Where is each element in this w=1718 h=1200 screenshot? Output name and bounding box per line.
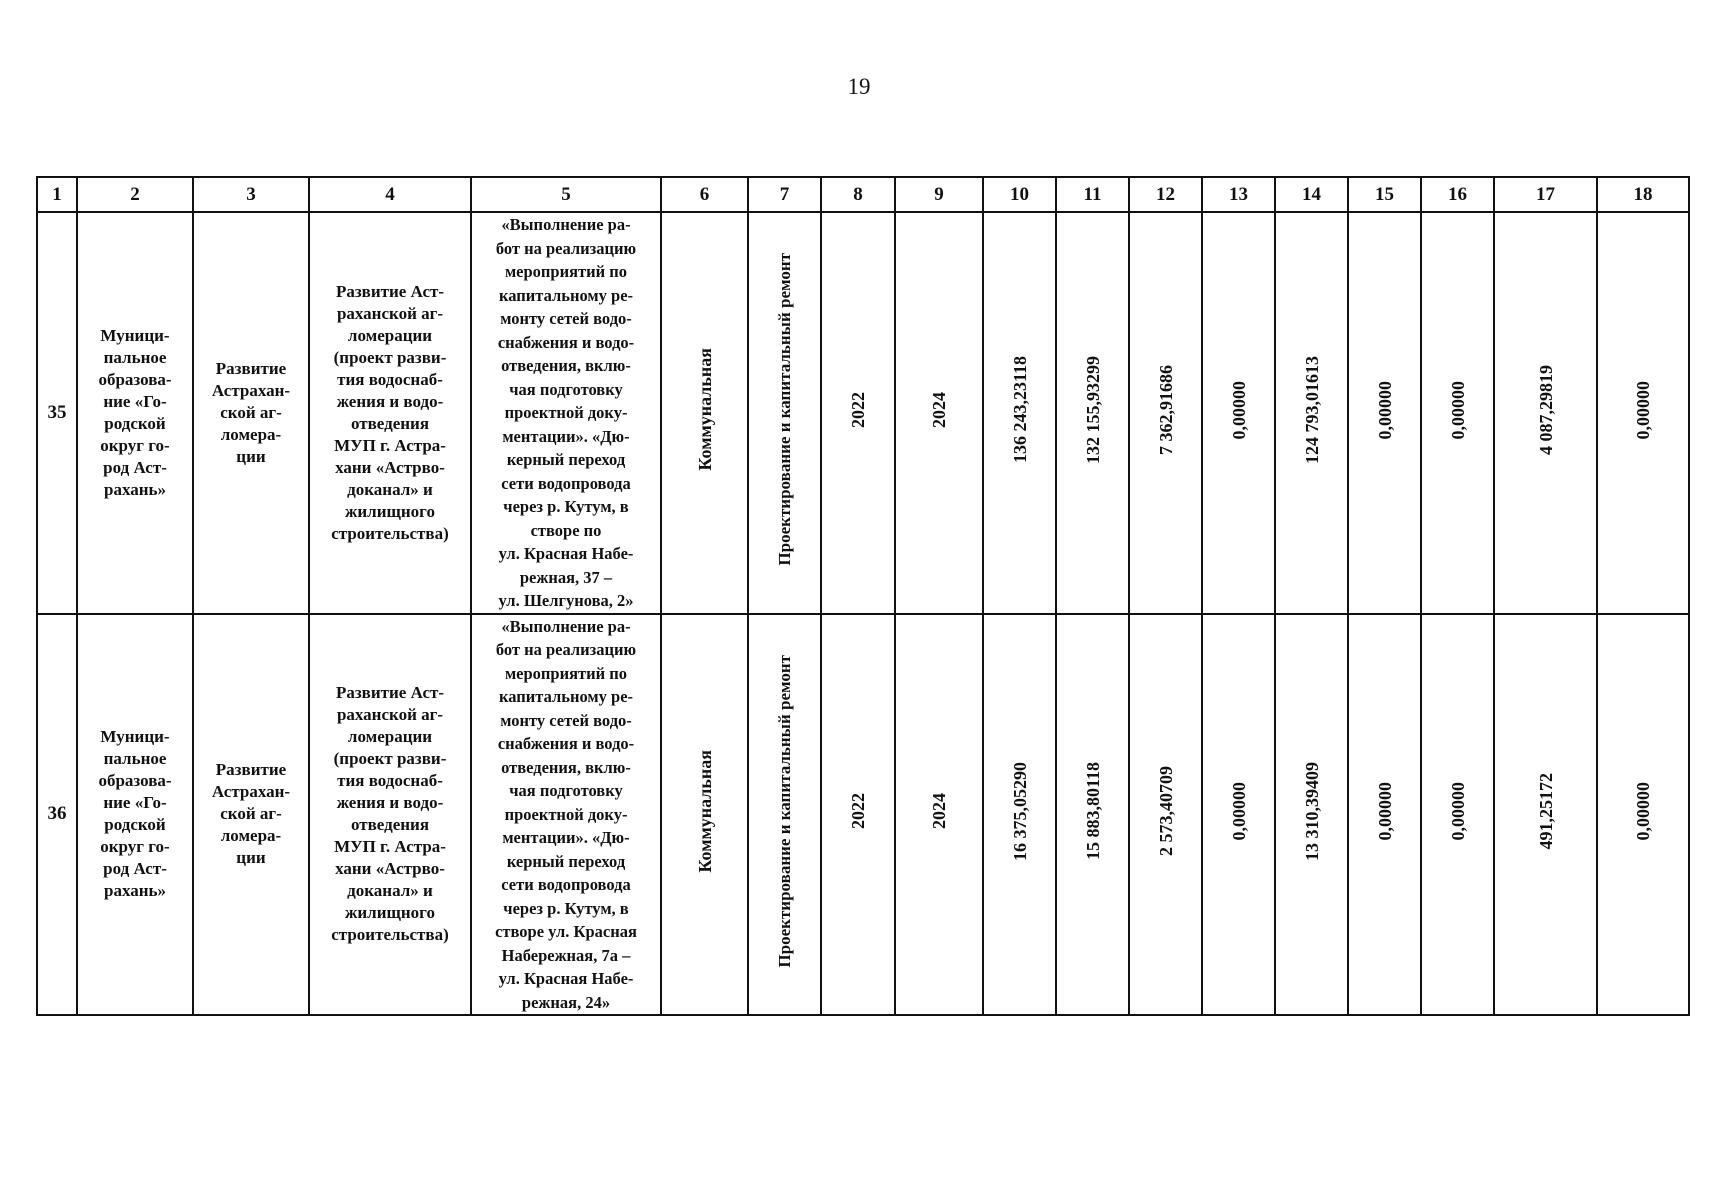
value-text-15: 0,00000 xyxy=(1374,380,1395,439)
column-header: 9 xyxy=(895,177,983,212)
column-header: 4 xyxy=(309,177,471,212)
row-number xyxy=(37,614,77,1016)
column-header: 17 xyxy=(1494,177,1597,212)
value-text-16: 0,00000 xyxy=(1447,380,1468,439)
value-cell-18 xyxy=(1597,614,1689,1016)
value-text-17: 4 087,29819 xyxy=(1535,364,1556,455)
year-start-cell xyxy=(821,212,895,614)
program-text: Развитие Астрахан- ской аг- ломера- ции xyxy=(211,760,291,868)
municipality-cell xyxy=(77,614,193,1016)
value-text-14: 124 793,01613 xyxy=(1301,355,1322,464)
value-text-10: 136 243,23118 xyxy=(1009,356,1030,464)
value-text-18: 0,00000 xyxy=(1633,782,1653,841)
column-header: 11 xyxy=(1056,177,1129,212)
year-end-cell xyxy=(895,614,983,1016)
column-header: 12 xyxy=(1129,177,1202,212)
value-text-11: 132 155,93299 xyxy=(1082,355,1103,464)
project-text: Развитие Аст- раханской аг- ломерации (проект разви- тия водоснаб- жения и водо- отведения МУП г. Астра- хани «Астрво- доканал» и жилищного строительства) xyxy=(331,683,449,945)
value-cell-15 xyxy=(1348,212,1421,614)
column-header: 7 xyxy=(748,177,821,212)
year-start-text: 2022 xyxy=(848,391,868,428)
column-header: 6 xyxy=(661,177,748,212)
sphere-text: Коммунальная xyxy=(694,348,715,472)
value-cell-13 xyxy=(1202,212,1275,614)
column-header: 15 xyxy=(1348,177,1421,212)
value-text-13: 0,00000 xyxy=(1228,782,1249,841)
year-start-text: 2022 xyxy=(848,793,868,830)
value-cell-12 xyxy=(1129,614,1202,1016)
value-cell-10 xyxy=(983,212,1056,614)
value-cell-15 xyxy=(1348,614,1421,1016)
year-end-cell xyxy=(895,212,983,614)
work-type-cell xyxy=(748,614,821,1016)
column-header: 3 xyxy=(193,177,309,212)
row-number-text: 35 xyxy=(47,401,67,423)
municipality-text: Муници- пальное образова- ние «Го- родской округ го- род Аст- рахань» xyxy=(98,325,172,499)
value-text-13: 0,00000 xyxy=(1228,380,1249,439)
value-cell-14 xyxy=(1275,614,1348,1016)
value-text-12: 2 573,40709 xyxy=(1155,766,1176,857)
value-cell-13 xyxy=(1202,614,1275,1016)
value-cell-11 xyxy=(1056,212,1129,614)
value-cell-18 xyxy=(1597,212,1689,614)
value-text-15: 0,00000 xyxy=(1374,782,1395,841)
value-cell-11 xyxy=(1056,614,1129,1016)
year-start-cell xyxy=(821,614,895,1016)
project-cell xyxy=(309,212,471,614)
value-cell-16 xyxy=(1421,614,1494,1016)
description-cell xyxy=(471,614,661,1016)
value-text-10: 16 375,05290 xyxy=(1009,761,1030,861)
sphere-cell xyxy=(661,614,748,1016)
description-text: «Выполнение ра- бот на реализацию мероприятий по капитальному ре- монту сетей водо- снабжения и водо- отведения, вклю- чая подготовку проектной доку- ментации». «Дю- керный переход сети водопровода через р. Кутум, в створе ул. Красная Набережная, 7а – ул. Красная Набе- режная, 24» xyxy=(495,616,637,1012)
municipality-text: Муници- пальное образова- ние «Го- родской округ го- род Аст- рахань» xyxy=(98,727,172,901)
page-number: 19 xyxy=(847,74,871,99)
municipality-cell xyxy=(77,212,193,614)
value-text-17: 491,25172 xyxy=(1535,773,1556,850)
column-header: 5 xyxy=(471,177,661,212)
row-number xyxy=(37,212,77,614)
value-cell-12 xyxy=(1129,212,1202,614)
column-header: 16 xyxy=(1421,177,1494,212)
column-header: 1 xyxy=(37,177,77,212)
program-cell xyxy=(193,212,309,614)
value-text-14: 13 310,39409 xyxy=(1301,761,1322,861)
sphere-text: Коммунальная xyxy=(694,749,715,873)
value-cell-17 xyxy=(1494,212,1597,614)
column-header: 14 xyxy=(1275,177,1348,212)
program-text: Развитие Астрахан- ской аг- ломера- ции xyxy=(211,358,291,466)
value-cell-17 xyxy=(1494,614,1597,1016)
header-row xyxy=(37,177,1689,212)
value-cell-10 xyxy=(983,614,1056,1016)
project-cell xyxy=(309,614,471,1016)
value-text-12: 7 362,91686 xyxy=(1155,364,1176,455)
table-row xyxy=(37,614,1689,1016)
year-end-text: 2024 xyxy=(929,793,949,830)
projects-table xyxy=(36,176,1690,1016)
program-cell xyxy=(193,614,309,1016)
column-header: 8 xyxy=(821,177,895,212)
value-text-18: 0,00000 xyxy=(1633,380,1653,439)
description-cell xyxy=(471,212,661,614)
description-text: «Выполнение ра- бот на реализацию мероприятий по капитальному ре- монту сетей водо- снабжения и водо- отведения, вклю- чая подготовку проектной доку- ментации». «Дю- керный переход сети водопровода через р. Кутум, в створе по ул. Красная Набе- режная, 37 – ул. Шелгунова, 2» xyxy=(495,215,637,610)
value-cell-16 xyxy=(1421,212,1494,614)
project-text: Развитие Аст- раханской аг- ломерации (проект разви- тия водоснаб- жения и водо- отведения МУП г. Астра- хани «Астрво- доканал» и жилищного строительства) xyxy=(331,281,449,543)
column-header: 18 xyxy=(1597,177,1689,212)
row-number-text: 36 xyxy=(47,803,67,825)
value-cell-14 xyxy=(1275,212,1348,614)
value-text-16: 0,00000 xyxy=(1447,782,1468,841)
column-header: 13 xyxy=(1202,177,1275,212)
column-header: 10 xyxy=(983,177,1056,212)
value-text-11: 15 883,80118 xyxy=(1082,762,1103,861)
work-type-text: Проектирование и капитальный ремонт xyxy=(774,253,794,567)
work-type-cell xyxy=(748,212,821,614)
column-header: 2 xyxy=(77,177,193,212)
sphere-cell xyxy=(661,212,748,614)
work-type-text: Проектирование и капитальный ремонт xyxy=(774,654,794,968)
year-end-text: 2024 xyxy=(929,391,949,428)
table-row xyxy=(37,212,1689,614)
